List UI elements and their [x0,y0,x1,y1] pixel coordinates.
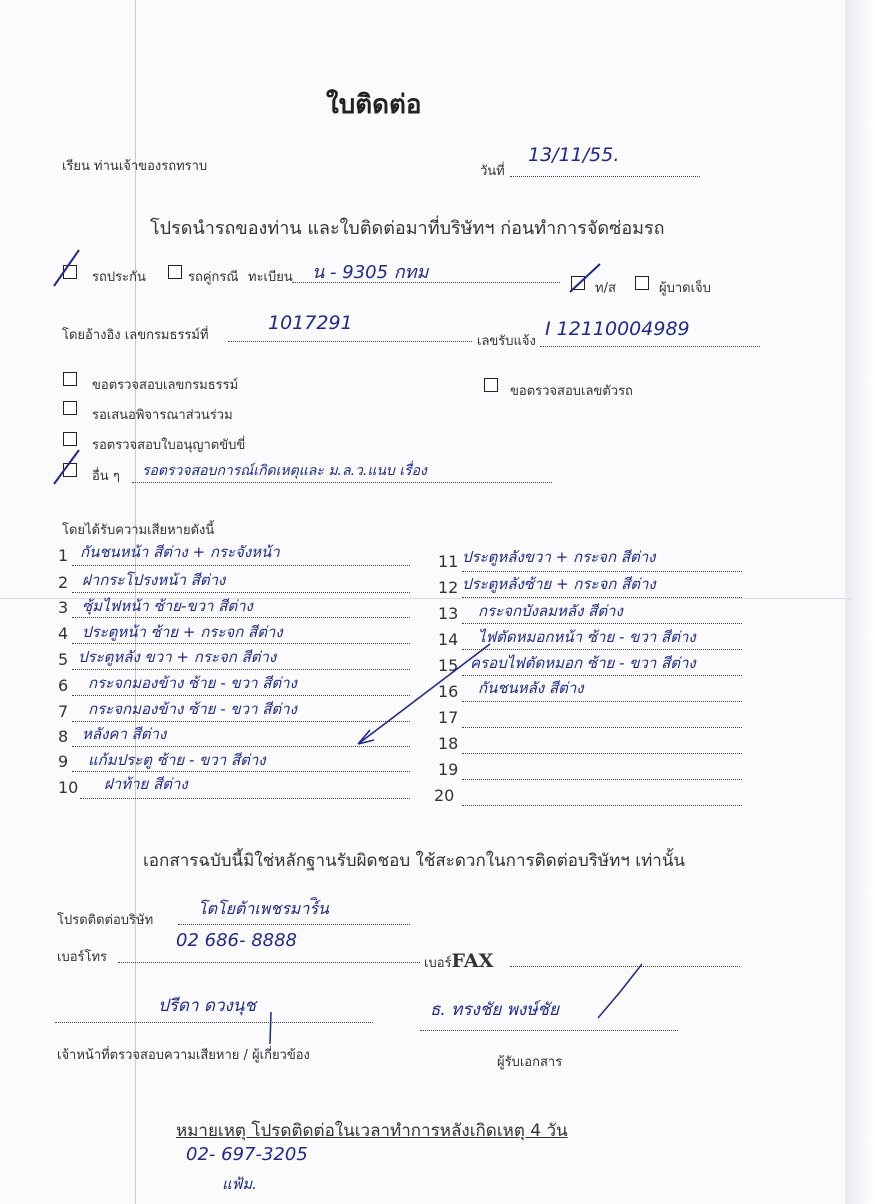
damage-text-7: กระจกมองข้าง ซ้าย - ขวา สีต่าง [88,700,297,718]
damage-line-16 [462,701,742,702]
label-injured: ผู้บาดเจ็บ [659,281,711,296]
damage-line-10 [80,798,410,799]
fax-label-prefix: เบอร์ [424,956,452,971]
note-ext: แฟ้ม. [222,1175,257,1193]
damage-text-16: กันชนหลัง สีต่าง [478,679,584,697]
signature-left-line [55,1022,373,1023]
label-check-policy: ขอตรวจสอบเลขกรมธรรม์ [92,378,239,393]
signature-right-flourish [590,962,650,1022]
scan-edge [845,0,875,1204]
damage-no-16: 16 [438,682,459,701]
damage-no-7: 7 [58,702,69,721]
claim-line [540,346,760,347]
date-line [510,176,700,177]
signature-right: ธ. ทรงชัย พงษ์ชัย [430,1000,559,1020]
damage-no-10: 10 [58,778,79,797]
damage-line-1 [72,565,410,566]
hand-arrow-line [340,640,500,750]
disclaimer-text: เอกสารฉบับนี้มิใช่หลักฐานรับผิดชอบ ใช้สะดวกในการติดต่อบริษัทฯ เท่านั้น [143,851,686,871]
date-label: วันที่ [480,164,505,179]
damage-line-20 [462,805,742,806]
damage-text-6: กระจกมองข้าง ซ้าย - ขวา สีต่าง [88,674,297,692]
damage-line-19 [462,779,742,780]
policy-line [228,341,472,342]
claim-value: I 12110004989 [545,318,690,340]
damage-no-11: 11 [438,552,459,571]
other-value: รอตรวจสอบการณ์เกิดเหตุและ ม.ล.ว.แนบ เรื่อง [142,463,427,479]
damage-text-3: ซุ้มไฟหน้า ซ้าย-ขวา สีต่าง [82,597,253,615]
damage-no-4: 4 [58,624,69,643]
damage-line-17 [462,727,742,728]
contact-line [178,924,410,925]
damage-text-11: ประตูหลังขวา + กระจก สีต่าง [462,548,656,566]
damage-no-14: 14 [438,630,459,649]
damage-no-15: 15 [438,656,459,675]
damage-text-9: แก้มประตู ซ้าย - ขวา สีต่าง [88,751,266,769]
other-line [132,482,552,483]
checkbox-check-policy[interactable] [63,372,77,386]
damage-text-15: ครอบไฟตัดหมอก ซ้าย - ขวา สีต่าง [470,654,696,672]
damage-line-14 [462,649,742,650]
signature-left: ปรีดา ดวงนุช [158,996,256,1016]
to-label: เรียน ท่านเจ้าของรถทราบ [62,159,208,174]
policy-value: 1017291 [268,312,353,334]
damage-no-1: 1 [58,546,69,565]
damage-text-8: หลังคา สีต่าง [82,725,167,743]
label-counterparty: รถคู่กรณี [188,270,239,285]
damage-label: โดยได้รับความเสียหายดังนี้ [62,523,215,538]
checkbox-license[interactable] [63,432,77,446]
phone-label: เบอร์โทร [57,950,108,965]
damage-no-3: 3 [58,598,69,617]
checkbox-check-chassis[interactable] [484,378,498,392]
contact-label: โปรดติดต่อบริษัท [57,913,154,928]
checkbox-consider[interactable] [63,401,77,415]
label-other: อื่น ๆ [92,469,120,484]
damage-text-10: ฝาท้าย สีต่าง [104,775,188,793]
signature-left-caption: เจ้าหน้าที่ตรวจสอบความเสียหาย / ผู้เกี่ยวข้อง [57,1048,310,1063]
tick-mark-other [52,448,82,488]
label-property: ท/ส [595,281,616,296]
damage-line-12 [462,597,742,598]
checkbox-injured[interactable] [635,276,649,290]
signature-left-mark [266,1012,276,1046]
signature-right-caption: ผู้รับเอกสาร [497,1055,563,1070]
instruction-text: โปรดนำรถของท่าน และใบติดต่อมาที่บริษัทฯ ก่อนทำการจัดซ่อมรถ [150,218,665,239]
damage-no-19: 19 [438,760,459,779]
form-title: ใบติดต่อ [326,90,422,120]
damage-no-18: 18 [438,734,459,753]
label-insured: รถประกัน [92,270,146,285]
label-license: รอตรวจสอบใบอนุญาตขับขี่ [92,438,246,453]
damage-no-12: 12 [438,578,459,597]
tick-mark-insured [52,248,82,290]
claim-label: เลขรับแจ้ง [477,334,536,349]
plate-value: น - 9305 กทม [312,262,429,283]
label-consider: รอเสนอพิจารณาส่วนร่วม [92,408,233,423]
damage-no-5: 5 [58,650,69,669]
damage-text-12: ประตูหลังซ้าย + กระจก สีต่าง [462,575,656,593]
policy-label: โดยอ้างอิง เลขกรมธรรม์ที่ [62,328,209,343]
damage-text-13: กระจกบังลมหลัง สีต่าง [478,602,623,620]
fax-label [424,950,493,973]
contact-value: โตโยต้าเพชรมาร์ิน [198,899,329,918]
date-value: 13/11/55. [528,144,620,166]
plate-label: ทะเบียน [248,270,293,285]
note-text: หมายเหตุ โปรดติดต่อในเวลาทำการหลังเกิดเหตุ 4 วัน [176,1121,568,1141]
label-check-chassis: ขอตรวจสอบเลขตัวรถ [510,384,633,399]
checkbox-counterparty[interactable] [168,265,182,279]
damage-no-20: 20 [434,786,455,805]
note-phone: 02- 697-3205 [186,1144,308,1165]
damage-no-2: 2 [58,573,69,592]
damage-no-17: 17 [438,708,459,727]
fax-label-bold: FAX [451,950,494,972]
damage-line-18 [462,753,742,754]
damage-text-4: ประตูหน้า ซ้าย + กระจก สีต่าง [82,623,283,641]
signature-right-line [420,1030,678,1031]
damage-no-8: 8 [58,727,69,746]
damage-no-6: 6 [58,676,69,695]
damage-no-13: 13 [438,604,459,623]
phone-value: 02 686- 8888 [176,930,298,951]
damage-no-9: 9 [58,752,69,771]
phone-line [118,962,420,963]
damage-text-14: ไฟตัดหมอกหน้า ซ้าย - ขวา สีต่าง [478,628,696,646]
damage-line-13 [462,623,742,624]
damage-text-1: กันชนหน้า สีต่าง + กระจังหน้า [80,543,280,561]
damage-text-2: ฝากระโปรงหน้า สีต่าง [82,571,226,589]
damage-line-2 [72,592,410,593]
damage-text-5: ประตูหลัง ขวา + กระจก สีต่าง [78,648,277,666]
